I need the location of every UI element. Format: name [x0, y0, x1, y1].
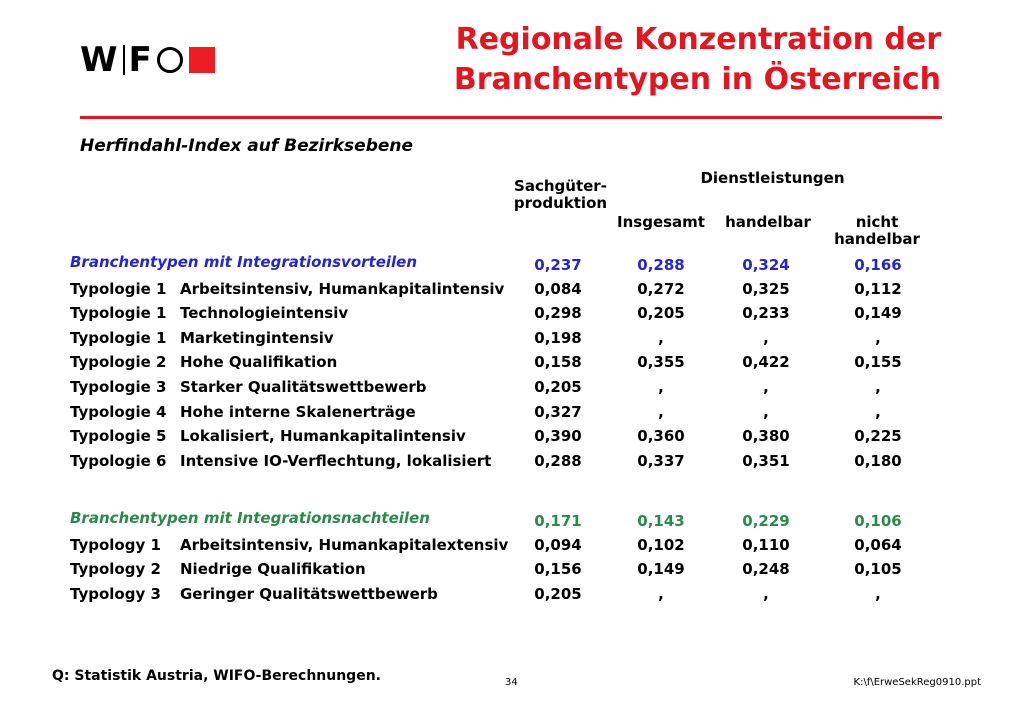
group-value: 0,324: [742, 256, 790, 274]
header-sachgueter-line1: Sachgüter-: [514, 177, 607, 195]
cell-value: 0,298: [534, 304, 582, 322]
cell-value: 0,272: [637, 280, 685, 298]
cell-value: 0,422: [742, 353, 790, 371]
row-desc: Niedrige Qualifikation: [180, 560, 366, 578]
row-type: Typologie 1: [70, 329, 167, 347]
logo-circle-icon: [157, 47, 183, 73]
table-row: [70, 584, 950, 608]
cell-value: ,: [658, 585, 664, 603]
table-row: [70, 426, 950, 450]
file-path: K:\f\ErweSekReg0910.ppt: [853, 677, 981, 688]
cell-value: 0,084: [534, 280, 582, 298]
cell-value: 0,064: [854, 536, 902, 554]
table-row: [70, 377, 950, 401]
group-value: 0,171: [534, 512, 582, 530]
cell-value: 0,105: [854, 560, 902, 578]
cell-value: 0,158: [534, 353, 582, 371]
title-line-2: Branchentypen in Österreich: [453, 62, 941, 97]
group-value: 0,229: [742, 512, 790, 530]
title-line-1: Regionale Konzentration der: [455, 22, 941, 57]
row-type: Typology 1: [70, 536, 161, 554]
row-desc: Arbeitsintensiv, Humankapitalextensiv: [180, 536, 509, 554]
logo-letter-w: W: [80, 40, 119, 80]
cell-value: 0,205: [534, 378, 582, 396]
group-value: 0,106: [854, 512, 902, 530]
page-number: 34: [505, 677, 518, 688]
cell-value: ,: [875, 585, 881, 603]
row-type: Typologie 5: [70, 427, 167, 445]
cell-value: ,: [763, 329, 769, 347]
group-value: 0,237: [534, 256, 582, 274]
table-row: [70, 559, 950, 583]
header-insgesamt: Insgesamt: [617, 213, 705, 231]
cell-value: 0,102: [637, 536, 685, 554]
group-label-vorteile: Branchentypen mit Integrationsvorteilen: [70, 253, 418, 271]
header-nicht-handelbar: [822, 214, 932, 248]
cell-value: 0,248: [742, 560, 790, 578]
row-type: Typology 2: [70, 560, 161, 578]
table-row: [70, 451, 950, 475]
row-type: Typologie 4: [70, 403, 167, 421]
table-row: [70, 279, 950, 303]
table-row: [70, 402, 950, 426]
header-nicht-line2: handelbar: [834, 230, 920, 248]
cell-value: 0,225: [854, 427, 902, 445]
cell-value: ,: [875, 378, 881, 396]
header-dienstleistungen: Dienstleistungen: [700, 169, 845, 187]
row-desc: Arbeitsintensiv, Humankapitalintensiv: [180, 280, 505, 298]
cell-value: ,: [763, 378, 769, 396]
table-row: [70, 328, 950, 352]
row-desc: Intensive IO-Verflechtung, lokalisiert: [180, 452, 492, 470]
header-sachgueter-line2: produktion: [513, 194, 608, 212]
cell-value: ,: [658, 378, 664, 396]
cell-value: 0,337: [637, 452, 685, 470]
cell-value: 0,380: [742, 427, 790, 445]
table-row: [70, 303, 950, 327]
row-type: Typologie 1: [70, 280, 167, 298]
cell-value: 0,233: [742, 304, 790, 322]
cell-value: 0,149: [854, 304, 902, 322]
cell-value: 0,112: [854, 280, 902, 298]
row-desc: Geringer Qualitätswettbewerb: [180, 585, 438, 603]
logo-letter-f: F: [128, 40, 153, 80]
header-nicht-line1: nicht: [855, 213, 899, 231]
group-value: 0,288: [637, 256, 685, 274]
row-desc: Hohe Qualifikation: [180, 353, 338, 371]
row-desc: Starker Qualitätswettbewerb: [180, 378, 427, 396]
cell-value: 0,149: [637, 560, 685, 578]
cell-value: 0,110: [742, 536, 790, 554]
cell-value: 0,288: [534, 452, 582, 470]
cell-value: 0,355: [637, 353, 685, 371]
cell-value: ,: [658, 329, 664, 347]
table-row: [70, 535, 950, 559]
table-subtitle: Herfindahl-Index auf Bezirksebene: [80, 136, 414, 156]
cell-value: 0,327: [534, 403, 582, 421]
slide-title: [454, 20, 941, 100]
source-note: Q: Statistik Austria, WIFO-Berechnungen.: [52, 668, 381, 684]
header-sachgueter: [498, 178, 623, 212]
logo-bar: [123, 45, 125, 75]
cell-value: 0,205: [637, 304, 685, 322]
logo-square-icon: [189, 47, 215, 73]
row-desc: Marketingintensiv: [180, 329, 334, 347]
cell-value: ,: [658, 403, 664, 421]
header-handelbar: handelbar: [725, 213, 811, 231]
cell-value: 0,180: [854, 452, 902, 470]
title-divider: [80, 116, 942, 119]
group-value: 0,166: [854, 256, 902, 274]
cell-value: 0,205: [534, 585, 582, 603]
cell-value: 0,325: [742, 280, 790, 298]
cell-value: 0,390: [534, 427, 582, 445]
row-type: Typologie 2: [70, 353, 167, 371]
row-type: Typologie 3: [70, 378, 167, 396]
cell-value: ,: [875, 329, 881, 347]
cell-value: 0,094: [534, 536, 582, 554]
table-row: [70, 352, 950, 376]
cell-value: 0,198: [534, 329, 582, 347]
row-type: Typologie 6: [70, 452, 167, 470]
cell-value: 0,360: [637, 427, 685, 445]
row-type: Typology 3: [70, 585, 161, 603]
wifo-logo: [80, 40, 215, 80]
group-value: 0,143: [637, 512, 685, 530]
row-desc: Lokalisiert, Humankapitalintensiv: [180, 427, 466, 445]
group-label-nachteile: Branchentypen mit Integrationsnachteilen: [70, 509, 430, 527]
row-desc: Technologieintensiv: [180, 304, 349, 322]
cell-value: ,: [763, 585, 769, 603]
cell-value: 0,351: [742, 452, 790, 470]
cell-value: 0,156: [534, 560, 582, 578]
row-type: Typologie 1: [70, 304, 167, 322]
cell-value: ,: [763, 403, 769, 421]
cell-value: 0,155: [854, 353, 902, 371]
row-desc: Hohe interne Skalenerträge: [180, 403, 416, 421]
cell-value: ,: [875, 403, 881, 421]
